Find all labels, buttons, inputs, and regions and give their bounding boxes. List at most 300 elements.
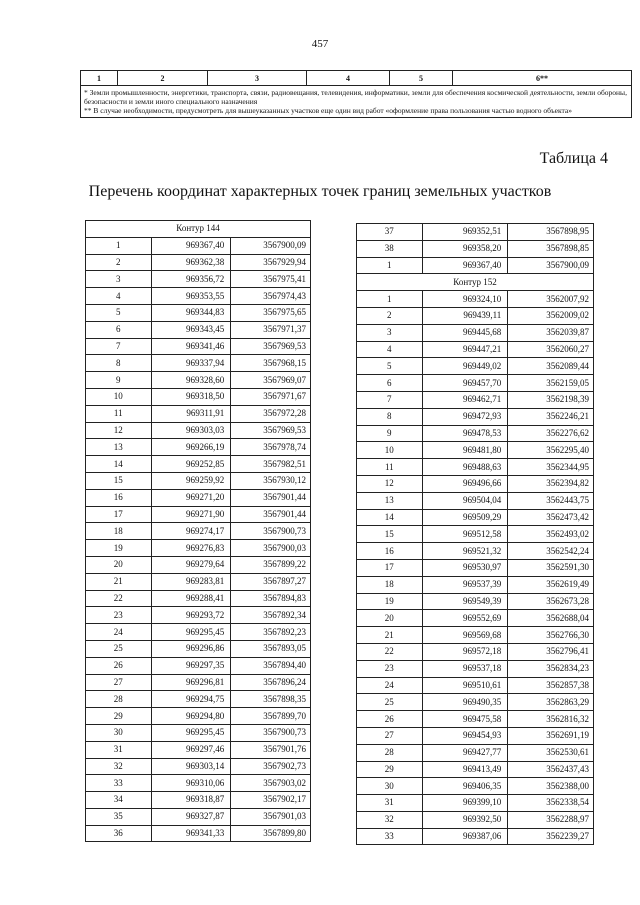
- coordinate-y: 3567892,23: [231, 624, 311, 641]
- point-number: 33: [86, 775, 152, 792]
- table-row: [86, 237, 311, 254]
- coordinate-x: 969427,77: [422, 744, 508, 761]
- coordinate-x: 969276,83: [151, 540, 231, 557]
- point-number: 18: [357, 576, 423, 593]
- point-number: 32: [86, 758, 152, 775]
- coordinate-x: 969509,29: [422, 509, 508, 526]
- table-row: [357, 778, 594, 795]
- coordinate-x: 969318,87: [151, 792, 231, 809]
- coordinate-x: 969274,17: [151, 523, 231, 540]
- coordinate-y: 3567900,03: [231, 540, 311, 557]
- point-number: 37: [357, 224, 423, 241]
- table-row: [357, 375, 594, 392]
- coordinate-x: 969341,46: [151, 338, 231, 355]
- coordinate-x: 969549,39: [422, 593, 508, 610]
- coordinate-x: 969327,87: [151, 808, 231, 825]
- coordinate-x: 969294,80: [151, 708, 231, 725]
- contour-label: Контур 152: [357, 274, 594, 291]
- coordinate-y: 3562388,00: [508, 778, 594, 795]
- coordinate-y: 3562239,27: [508, 828, 594, 845]
- point-number: 30: [357, 778, 423, 795]
- point-number: 15: [86, 472, 152, 489]
- coordinate-x: 969449,02: [422, 358, 508, 375]
- point-number: 19: [357, 593, 423, 610]
- coordinate-x: 969297,46: [151, 741, 231, 758]
- coordinate-x: 969337,94: [151, 355, 231, 372]
- table-row: [86, 489, 311, 506]
- table-row: [357, 761, 594, 778]
- point-number: 28: [86, 691, 152, 708]
- coordinate-y: 3567899,70: [231, 708, 311, 725]
- coordinate-y: 3562338,54: [508, 795, 594, 812]
- coordinate-y: 3567894,40: [231, 657, 311, 674]
- point-number: 23: [86, 607, 152, 624]
- coordinate-x: 969343,45: [151, 321, 231, 338]
- table-row: [357, 543, 594, 560]
- point-number: 7: [86, 338, 152, 355]
- coordinate-y: 3567975,41: [231, 271, 311, 288]
- point-number: 35: [86, 808, 152, 825]
- table-row: [357, 610, 594, 627]
- coordinate-x: 969279,64: [151, 556, 231, 573]
- point-number: 19: [86, 540, 152, 557]
- table-row: [86, 405, 311, 422]
- document-title: Перечень координат характерных точек границ земельных участков: [88, 183, 552, 200]
- table-row: [86, 691, 311, 708]
- coordinate-x: 969297,35: [151, 657, 231, 674]
- coordinate-y: 3567900,73: [231, 523, 311, 540]
- coordinate-x: 969362,38: [151, 254, 231, 271]
- coordinate-y: 3562198,39: [508, 391, 594, 408]
- point-number: 20: [357, 610, 423, 627]
- coordinate-x: 969488,63: [422, 459, 508, 476]
- point-number: 6: [86, 321, 152, 338]
- table-row: [357, 240, 594, 257]
- point-number: 2: [86, 254, 152, 271]
- header-row: [81, 71, 632, 86]
- coordinates-table-left: [85, 220, 311, 842]
- point-number: 21: [357, 627, 423, 644]
- coordinate-x: 969293,72: [151, 607, 231, 624]
- table-row: [357, 576, 594, 593]
- coordinate-x: 969252,85: [151, 456, 231, 473]
- coordinate-y: 3567968,15: [231, 355, 311, 372]
- coordinate-x: 969496,66: [422, 475, 508, 492]
- coordinate-x: 969413,49: [422, 761, 508, 778]
- table-row: [357, 811, 594, 828]
- column-header: 2: [118, 71, 208, 86]
- point-number: 17: [86, 506, 152, 523]
- contour-header-row: [357, 274, 594, 291]
- table-row: [357, 459, 594, 476]
- coordinate-y: 3562493,02: [508, 526, 594, 543]
- table-row: [86, 657, 311, 674]
- coordinate-y: 3562009,02: [508, 307, 594, 324]
- table-row: [357, 307, 594, 324]
- coordinate-x: 969328,60: [151, 372, 231, 389]
- coordinate-y: 3562276,62: [508, 425, 594, 442]
- coordinate-x: 969478,53: [422, 425, 508, 442]
- point-number: 29: [357, 761, 423, 778]
- table-row: [357, 694, 594, 711]
- point-number: 12: [86, 422, 152, 439]
- coordinate-y: 3567978,74: [231, 439, 311, 456]
- coordinate-y: 3562834,23: [508, 660, 594, 677]
- coordinate-x: 969457,70: [422, 375, 508, 392]
- table-row: [86, 808, 311, 825]
- point-number: 17: [357, 559, 423, 576]
- contour-header-row: [86, 221, 311, 238]
- coordinate-x: 969356,72: [151, 271, 231, 288]
- coordinate-x: 969358,20: [422, 240, 508, 257]
- coordinate-y: 3562007,92: [508, 291, 594, 308]
- table-row: [357, 358, 594, 375]
- coordinate-y: 3567974,43: [231, 288, 311, 305]
- coordinate-y: 3567897,27: [231, 573, 311, 590]
- point-number: 11: [357, 459, 423, 476]
- coordinate-x: 969510,61: [422, 677, 508, 694]
- table-row: [357, 509, 594, 526]
- table-row: [357, 291, 594, 308]
- coordinates-table-right: [356, 223, 594, 845]
- coordinate-y: 3562857,38: [508, 677, 594, 694]
- coordinate-x: 969288,41: [151, 590, 231, 607]
- header-table: [80, 70, 632, 118]
- table-row: [86, 607, 311, 624]
- coordinate-y: 3562530,61: [508, 744, 594, 761]
- point-number: 22: [86, 590, 152, 607]
- coordinate-y: 3567969,53: [231, 422, 311, 439]
- table-row: [357, 442, 594, 459]
- coordinate-x: 969572,18: [422, 643, 508, 660]
- footnote-2: ** В случае необходимости, предусмотреть для вышеуказанных участков еще один вид работ «оформление права пользования частью водного объекта»: [84, 106, 573, 115]
- coordinate-x: 969462,71: [422, 391, 508, 408]
- coordinate-x: 969552,69: [422, 610, 508, 627]
- coordinate-y: 3567969,07: [231, 372, 311, 389]
- coordinate-y: 3567900,09: [508, 257, 594, 274]
- coordinate-x: 969481,80: [422, 442, 508, 459]
- coordinate-y: 3567900,09: [231, 237, 311, 254]
- point-number: 27: [86, 674, 152, 691]
- coordinate-y: 3562246,21: [508, 408, 594, 425]
- point-number: 14: [357, 509, 423, 526]
- coordinate-x: 969490,35: [422, 694, 508, 711]
- coordinate-y: 3567969,53: [231, 338, 311, 355]
- coordinate-x: 969318,50: [151, 388, 231, 405]
- table-row: [86, 355, 311, 372]
- point-number: 34: [86, 792, 152, 809]
- coordinate-y: 3562344,95: [508, 459, 594, 476]
- point-number: 10: [86, 388, 152, 405]
- table-row: [357, 324, 594, 341]
- column-header: 6**: [453, 71, 632, 86]
- coordinate-x: 969283,81: [151, 573, 231, 590]
- coordinate-y: 3567893,05: [231, 640, 311, 657]
- column-header: 4: [307, 71, 390, 86]
- table-row: [86, 640, 311, 657]
- coordinate-y: 3562766,30: [508, 627, 594, 644]
- coordinate-y: 3567901,44: [231, 489, 311, 506]
- table-row: [357, 475, 594, 492]
- point-number: 16: [357, 543, 423, 560]
- coordinate-y: 3562816,32: [508, 711, 594, 728]
- coordinate-y: 3562443,75: [508, 492, 594, 509]
- point-number: 9: [357, 425, 423, 442]
- column-header: 5: [390, 71, 453, 86]
- coordinate-y: 3562688,04: [508, 610, 594, 627]
- coordinate-x: 969475,58: [422, 711, 508, 728]
- point-number: 24: [357, 677, 423, 694]
- table-row: [86, 708, 311, 725]
- coordinate-y: 3567900,73: [231, 724, 311, 741]
- point-number: 28: [357, 744, 423, 761]
- point-number: 4: [86, 288, 152, 305]
- coordinate-x: 969537,39: [422, 576, 508, 593]
- coordinate-x: 969295,45: [151, 624, 231, 641]
- point-number: 38: [357, 240, 423, 257]
- table-row: [357, 795, 594, 812]
- coordinate-x: 969537,18: [422, 660, 508, 677]
- contour-label: Контур 144: [86, 221, 311, 238]
- point-number: 27: [357, 727, 423, 744]
- point-number: 23: [357, 660, 423, 677]
- coordinate-y: 3567902,17: [231, 792, 311, 809]
- table-row: [357, 341, 594, 358]
- table-row: [357, 526, 594, 543]
- coordinate-y: 3562673,28: [508, 593, 594, 610]
- table-row: [86, 422, 311, 439]
- point-number: 18: [86, 523, 152, 540]
- coordinate-x: 969271,20: [151, 489, 231, 506]
- table-row: [86, 792, 311, 809]
- footnote-1: * Земли промышленности, энергетики, транспорта, связи, радиовещания, телевидения, информатики, земли для обеспечения космической деятельности, земли обороны, безопасности и земли иного специального назначения: [84, 88, 627, 106]
- coordinate-y: 3562039,87: [508, 324, 594, 341]
- table-row: [86, 758, 311, 775]
- table-row: [357, 593, 594, 610]
- coordinate-x: 969296,81: [151, 674, 231, 691]
- coordinate-y: 3567982,51: [231, 456, 311, 473]
- coordinate-x: 969295,45: [151, 724, 231, 741]
- coordinate-x: 969406,35: [422, 778, 508, 795]
- coordinate-y: 3567899,80: [231, 825, 311, 842]
- point-number: 10: [357, 442, 423, 459]
- coordinate-x: 969445,68: [422, 324, 508, 341]
- point-number: 8: [86, 355, 152, 372]
- coordinate-x: 969454,93: [422, 727, 508, 744]
- point-number: 3: [357, 324, 423, 341]
- coordinate-x: 969303,14: [151, 758, 231, 775]
- coordinate-y: 3567892,34: [231, 607, 311, 624]
- point-number: 24: [86, 624, 152, 641]
- point-number: 6: [357, 375, 423, 392]
- point-number: 4: [357, 341, 423, 358]
- table-row: [86, 590, 311, 607]
- coordinate-y: 3567930,12: [231, 472, 311, 489]
- table-row: [357, 828, 594, 845]
- coordinate-x: 969387,06: [422, 828, 508, 845]
- coordinate-x: 969392,50: [422, 811, 508, 828]
- coordinate-x: 969352,51: [422, 224, 508, 241]
- table-row: [86, 540, 311, 557]
- coordinate-y: 3567929,94: [231, 254, 311, 271]
- table-row: [357, 677, 594, 694]
- page-number: 457: [311, 38, 329, 50]
- table-row: [86, 338, 311, 355]
- point-number: 3: [86, 271, 152, 288]
- table-row: [86, 573, 311, 590]
- coordinate-x: 969367,40: [422, 257, 508, 274]
- table-row: [86, 372, 311, 389]
- table-row: [86, 271, 311, 288]
- table-row: [86, 456, 311, 473]
- point-number: 26: [86, 657, 152, 674]
- coordinate-y: 3567901,76: [231, 741, 311, 758]
- table-label: Таблица 4: [539, 150, 608, 167]
- table-row: [86, 724, 311, 741]
- point-number: 25: [357, 694, 423, 711]
- point-number: 5: [357, 358, 423, 375]
- coordinate-x: 969512,58: [422, 526, 508, 543]
- table-row: [357, 711, 594, 728]
- point-number: 16: [86, 489, 152, 506]
- coordinate-y: 3567902,73: [231, 758, 311, 775]
- coordinate-x: 969472,93: [422, 408, 508, 425]
- coordinate-y: 3562542,24: [508, 543, 594, 560]
- table-row: [86, 825, 311, 842]
- point-number: 7: [357, 391, 423, 408]
- point-number: 2: [357, 307, 423, 324]
- table-row: [86, 304, 311, 321]
- coordinate-x: 969447,21: [422, 341, 508, 358]
- coordinate-x: 969296,86: [151, 640, 231, 657]
- point-number: 36: [86, 825, 152, 842]
- coordinate-x: 969303,03: [151, 422, 231, 439]
- point-number: 8: [357, 408, 423, 425]
- coordinate-x: 969259,92: [151, 472, 231, 489]
- table-row: [86, 254, 311, 271]
- coordinate-x: 969504,04: [422, 492, 508, 509]
- coordinate-y: 3567901,44: [231, 506, 311, 523]
- coordinate-y: 3567971,67: [231, 388, 311, 405]
- table-row: [357, 727, 594, 744]
- table-row: [357, 627, 594, 644]
- coordinate-x: 969294,75: [151, 691, 231, 708]
- coordinate-y: 3567971,37: [231, 321, 311, 338]
- coordinate-x: 969367,40: [151, 237, 231, 254]
- coordinate-x: 969310,06: [151, 775, 231, 792]
- coordinate-x: 969271,90: [151, 506, 231, 523]
- coordinate-x: 969311,91: [151, 405, 231, 422]
- point-number: 30: [86, 724, 152, 741]
- coordinate-x: 969341,33: [151, 825, 231, 842]
- column-header: 3: [208, 71, 307, 86]
- table-row: [357, 391, 594, 408]
- coordinate-y: 3567899,22: [231, 556, 311, 573]
- coordinate-y: 3567898,35: [231, 691, 311, 708]
- coordinate-x: 969353,55: [151, 288, 231, 305]
- table-row: [357, 408, 594, 425]
- coordinate-y: 3567898,85: [508, 240, 594, 257]
- coordinate-y: 3562619,49: [508, 576, 594, 593]
- coordinate-y: 3567894,83: [231, 590, 311, 607]
- table-row: [86, 388, 311, 405]
- coordinate-y: 3567975,65: [231, 304, 311, 321]
- coordinate-x: 969439,11: [422, 307, 508, 324]
- coordinate-y: 3562159,05: [508, 375, 594, 392]
- coordinate-y: 3562591,30: [508, 559, 594, 576]
- coordinate-y: 3562394,82: [508, 475, 594, 492]
- coordinate-x: 969324,10: [422, 291, 508, 308]
- point-number: 13: [86, 439, 152, 456]
- point-number: 31: [86, 741, 152, 758]
- table-row: [357, 425, 594, 442]
- point-number: 31: [357, 795, 423, 812]
- table-row: [86, 674, 311, 691]
- coordinate-y: 3567903,02: [231, 775, 311, 792]
- table-row: [357, 492, 594, 509]
- point-number: 32: [357, 811, 423, 828]
- coordinate-x: 969521,32: [422, 543, 508, 560]
- point-number: 33: [357, 828, 423, 845]
- coordinate-x: 969266,19: [151, 439, 231, 456]
- table-row: [357, 559, 594, 576]
- coordinate-y: 3562437,43: [508, 761, 594, 778]
- table-row: [86, 439, 311, 456]
- point-number: 22: [357, 643, 423, 660]
- table-row: [357, 744, 594, 761]
- point-number: 15: [357, 526, 423, 543]
- coordinate-y: 3562473,42: [508, 509, 594, 526]
- coordinate-y: 3562691,19: [508, 727, 594, 744]
- coordinate-x: 969399,10: [422, 795, 508, 812]
- point-number: 12: [357, 475, 423, 492]
- coordinate-x: 969530,97: [422, 559, 508, 576]
- point-number: 13: [357, 492, 423, 509]
- coordinate-y: 3567972,28: [231, 405, 311, 422]
- table-row: [357, 257, 594, 274]
- coordinate-y: 3567898,95: [508, 224, 594, 241]
- point-number: 29: [86, 708, 152, 725]
- point-number: 26: [357, 711, 423, 728]
- coordinate-y: 3562288,97: [508, 811, 594, 828]
- point-number: 21: [86, 573, 152, 590]
- table-row: [86, 556, 311, 573]
- notes-row: [81, 86, 632, 118]
- coordinate-y: 3562295,40: [508, 442, 594, 459]
- coordinate-y: 3567896,24: [231, 674, 311, 691]
- table-row: [357, 660, 594, 677]
- table-row: [86, 624, 311, 641]
- point-number: 9: [86, 372, 152, 389]
- coordinate-y: 3562796,41: [508, 643, 594, 660]
- table-row: [86, 506, 311, 523]
- point-number: 1: [86, 237, 152, 254]
- table-row: [86, 523, 311, 540]
- column-header: 1: [81, 71, 118, 86]
- coordinate-x: 969569,68: [422, 627, 508, 644]
- point-number: 1: [357, 257, 423, 274]
- coordinate-x: 969344,83: [151, 304, 231, 321]
- coordinate-y: 3562060,27: [508, 341, 594, 358]
- table-row: [86, 775, 311, 792]
- table-row: [86, 321, 311, 338]
- table-row: [357, 643, 594, 660]
- coordinate-y: 3567901,03: [231, 808, 311, 825]
- coordinate-y: 3562089,44: [508, 358, 594, 375]
- table-row: [86, 288, 311, 305]
- footnotes: [81, 86, 632, 118]
- point-number: 25: [86, 640, 152, 657]
